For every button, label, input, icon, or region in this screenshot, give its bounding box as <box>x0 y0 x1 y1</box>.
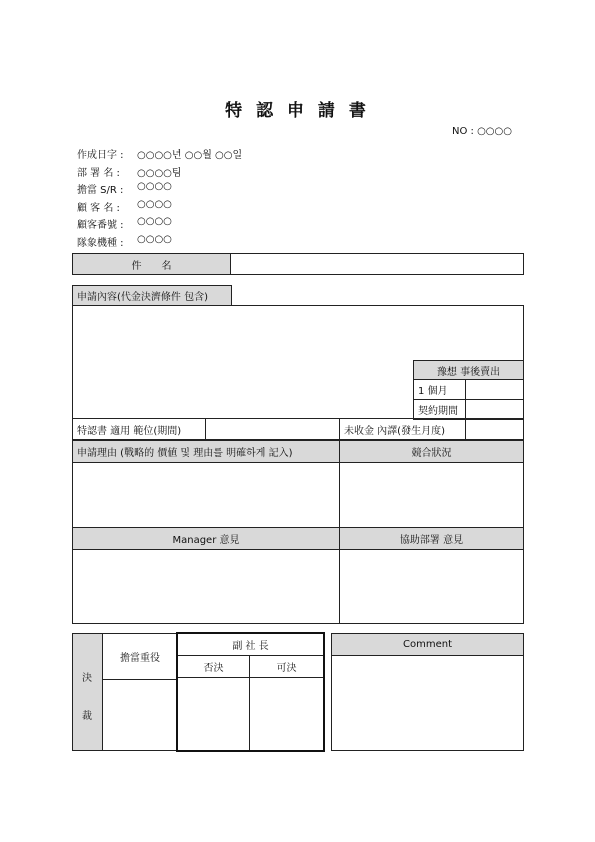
info-label: 隊象機種 : <box>77 237 124 249</box>
info-label: 作成日字 : <box>77 150 124 161</box>
forecast-1-month-value[interactable] <box>465 379 524 400</box>
subject-field[interactable] <box>230 253 524 275</box>
info-label: 顧客番號 : <box>77 220 124 231</box>
approve-sign-box[interactable] <box>250 678 323 750</box>
approval-side-char-2: 裁 <box>82 711 92 722</box>
coop-opinion-area[interactable] <box>339 549 524 624</box>
unpaid-label: 未收金 內譯(發生月度) <box>339 418 466 440</box>
owner-sign-box[interactable] <box>102 679 178 751</box>
info-value: ○○○○ <box>137 181 172 192</box>
approve-header: 可決 <box>250 656 323 678</box>
info-label: 部 署 名 : <box>77 167 120 179</box>
reason-header: 申請理由 (戰略的 價値 및 理由를 明確하게 記入) <box>72 440 340 463</box>
approval-side-label <box>72 633 103 751</box>
forecast-contract-value[interactable] <box>465 399 524 420</box>
info-label: 擔當 S/R : <box>77 185 124 196</box>
reason-area[interactable] <box>72 462 340 528</box>
comment-header: Comment <box>331 633 524 656</box>
manager-opinion-area[interactable] <box>72 549 340 624</box>
reject-header: 否決 <box>178 656 250 678</box>
manager-opinion-header: Manager 意見 <box>72 527 340 550</box>
subject-label: 件 名 <box>72 253 231 275</box>
reject-sign-box[interactable] <box>178 678 250 750</box>
forecast-header: 豫想 事後賣出 <box>413 360 524 380</box>
request-content-tab: 申請內容(代金決濟條件 包含) <box>72 285 232 306</box>
vice-president-header: 副 社 長 <box>178 634 323 656</box>
comment-area[interactable] <box>331 655 524 751</box>
coop-opinion-header: 協助部署 意見 <box>339 527 524 550</box>
forecast-contract-label: 契約期間 <box>413 399 466 420</box>
info-value: ○○○○팀 <box>137 167 182 179</box>
apply-range-field[interactable] <box>205 418 340 440</box>
approval-side-char-1: 決 <box>82 673 92 684</box>
document-number: NO : ○○○○ <box>452 126 512 137</box>
competition-header: 競合狀況 <box>339 440 524 463</box>
info-value: ○○○○년 ○○월 ○○일 <box>137 150 243 161</box>
owner-header: 擔當重役 <box>102 633 178 680</box>
competition-area[interactable] <box>339 462 524 528</box>
info-value: ○○○○ <box>137 233 172 245</box>
page-title: 特 認 申 請 書 <box>225 100 370 121</box>
info-value: ○○○○ <box>137 216 172 227</box>
info-value: ○○○○ <box>137 198 172 210</box>
info-label: 顧 客 名 : <box>77 202 120 214</box>
apply-range-label: 特認書 適用 範位(期間) <box>72 418 206 440</box>
forecast-1-month-label: 1 個月 <box>413 379 466 400</box>
unpaid-field[interactable] <box>465 418 524 440</box>
